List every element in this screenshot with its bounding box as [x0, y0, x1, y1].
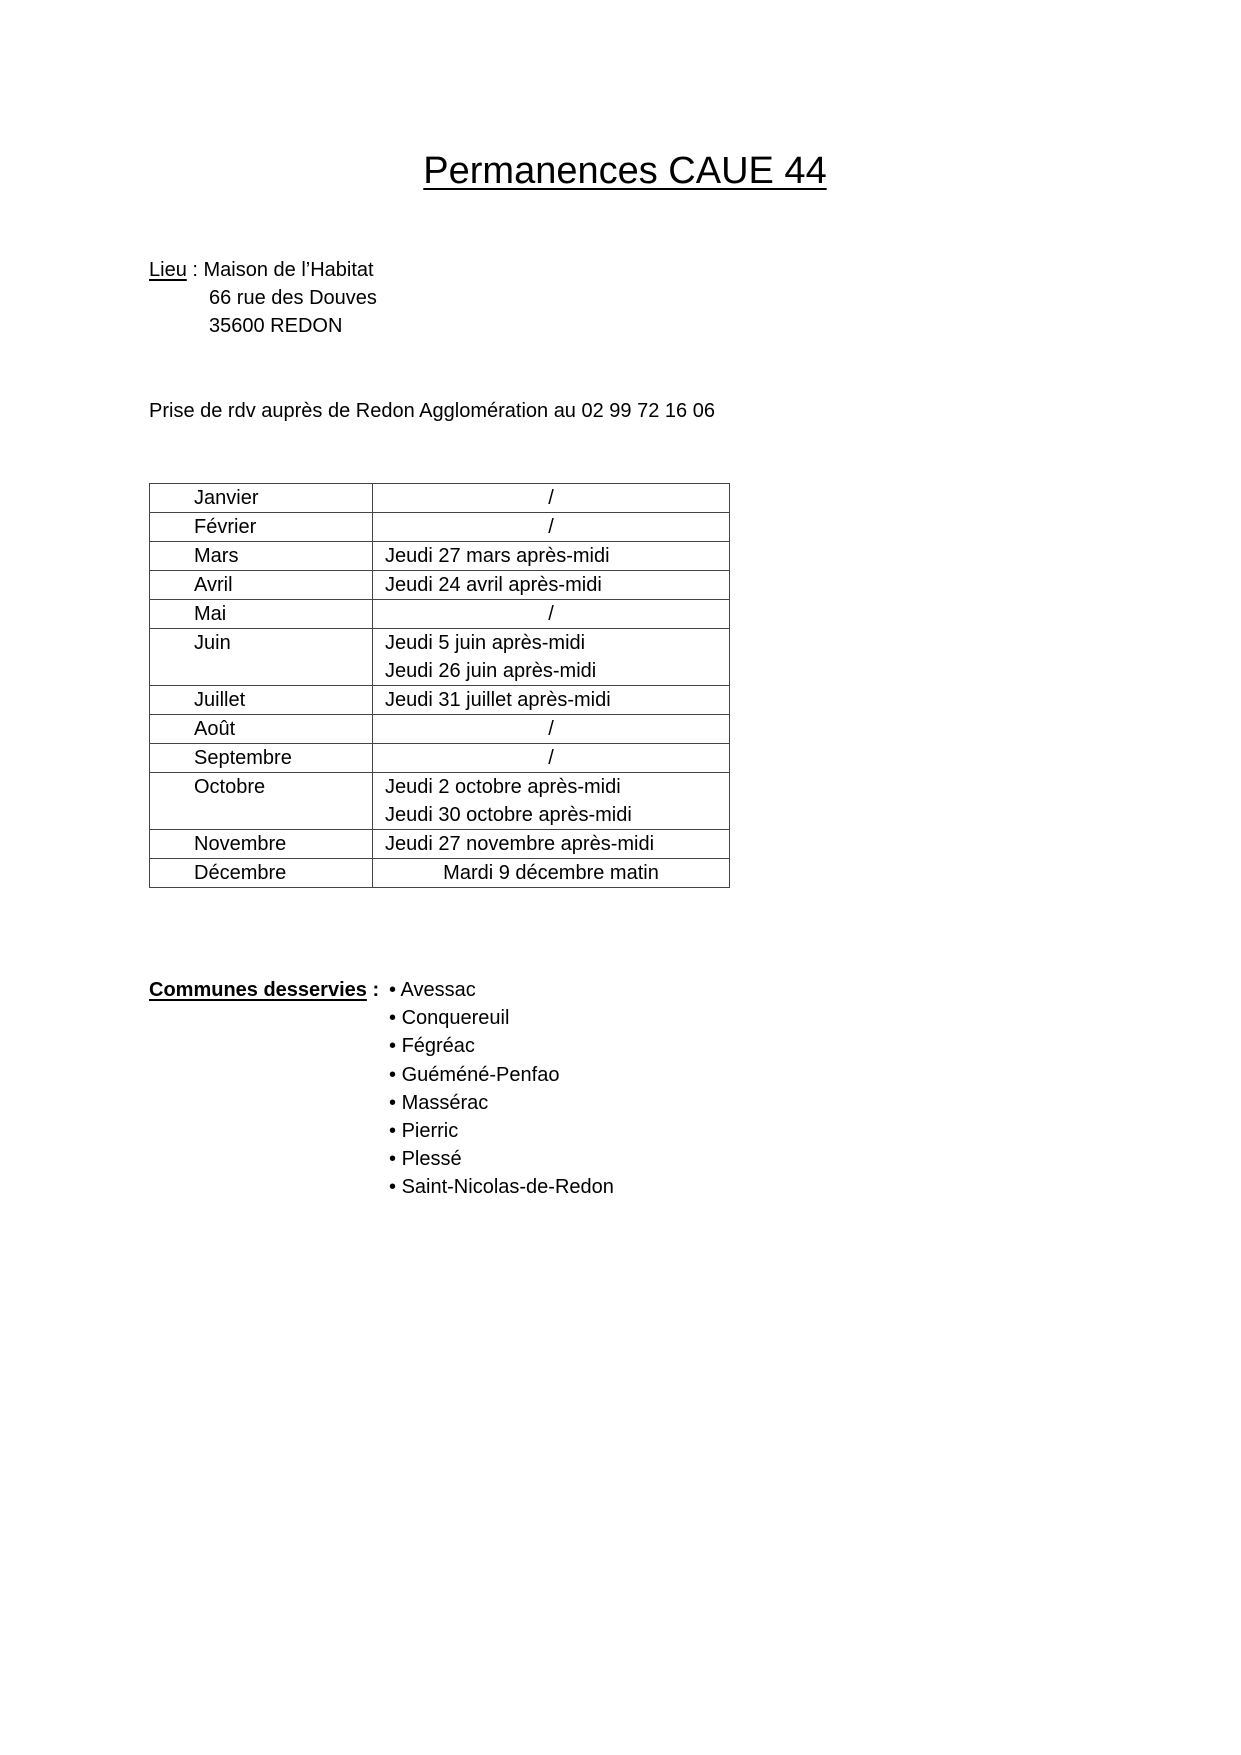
table-row [150, 830, 730, 859]
month-cell: Février [150, 513, 373, 542]
table-row [150, 600, 730, 629]
dates-cell [373, 513, 730, 542]
month-cell: Juin [150, 629, 373, 686]
commune-item: • Saint-Nicolas-de-Redon [389, 1173, 614, 1201]
table-row [150, 686, 730, 715]
communes-label [149, 976, 379, 1004]
date-entry: Jeudi 5 juin après-midi [385, 632, 586, 654]
table-row [150, 542, 730, 571]
communes-label-text: Communes desservies [149, 979, 367, 1001]
table-row [150, 513, 730, 542]
commune-item: • Plessé [389, 1145, 614, 1173]
date-entry: Jeudi 27 mars après-midi [385, 545, 610, 567]
month-cell: Novembre [150, 830, 373, 859]
table-row [150, 484, 730, 513]
date-entry: Jeudi 30 octobre après-midi [385, 804, 632, 826]
dates-cell [373, 744, 730, 773]
commune-item: • Avessac [389, 976, 614, 1004]
date-entry: / [548, 718, 554, 740]
month-cell: Septembre [150, 744, 373, 773]
month-cell: Janvier [150, 484, 373, 513]
table-row [150, 773, 730, 830]
dates-cell [373, 600, 730, 629]
date-entry: / [548, 487, 554, 509]
month-cell: Octobre [150, 773, 373, 830]
dates-cell [373, 715, 730, 744]
location-line [149, 256, 374, 284]
commune-item: • Fégréac [389, 1032, 614, 1060]
month-cell: Mars [150, 542, 373, 571]
month-cell: Juillet [150, 686, 373, 715]
dates-cell [373, 484, 730, 513]
date-entry: Jeudi 24 avril après-midi [385, 574, 602, 596]
location-city: 35600 REDON [209, 315, 343, 337]
table-row [150, 629, 730, 686]
date-entry: / [548, 603, 554, 625]
commune-item: • Pierric [389, 1117, 614, 1145]
commune-item: • Conquereuil [389, 1004, 614, 1032]
page-title [0, 150, 1241, 193]
dates-cell [373, 859, 730, 888]
commune-item: • Guéméné-Penfao [389, 1061, 614, 1089]
table-row [150, 715, 730, 744]
date-entry: Jeudi 27 novembre après-midi [385, 833, 655, 855]
title-text: Permanences CAUE 44 [423, 150, 827, 192]
date-entry: Jeudi 31 juillet après-midi [385, 689, 611, 711]
date-entry: Jeudi 26 juin après-midi [385, 660, 597, 682]
dates-cell [373, 686, 730, 715]
communes-list [389, 976, 614, 1202]
dates-cell [373, 542, 730, 571]
dates-cell [373, 571, 730, 600]
date-entry: Mardi 9 décembre matin [443, 862, 659, 884]
month-cell: Décembre [150, 859, 373, 888]
date-entry: / [548, 747, 554, 769]
location-street: 66 rue des Douves [209, 287, 377, 309]
table-row [150, 744, 730, 773]
month-cell: Mai [150, 600, 373, 629]
communes-separator: : [366, 979, 380, 1001]
dates-cell [373, 830, 730, 859]
dates-cell [373, 773, 730, 830]
schedule-table [149, 483, 730, 888]
month-cell: Août [150, 715, 373, 744]
table-row [150, 571, 730, 600]
location-name: Maison de l’Habitat [203, 259, 374, 281]
date-entry: Jeudi 2 octobre après-midi [385, 776, 621, 798]
location-label: Lieu [149, 259, 187, 281]
location-separator: : [186, 259, 204, 281]
dates-cell [373, 629, 730, 686]
date-entry: / [548, 516, 554, 538]
commune-item: • Massérac [389, 1089, 614, 1117]
month-cell: Avril [150, 571, 373, 600]
appointment-info: Prise de rdv auprès de Redon Agglomération au 02 99 72 16 06 [149, 400, 715, 422]
table-row [150, 859, 730, 888]
